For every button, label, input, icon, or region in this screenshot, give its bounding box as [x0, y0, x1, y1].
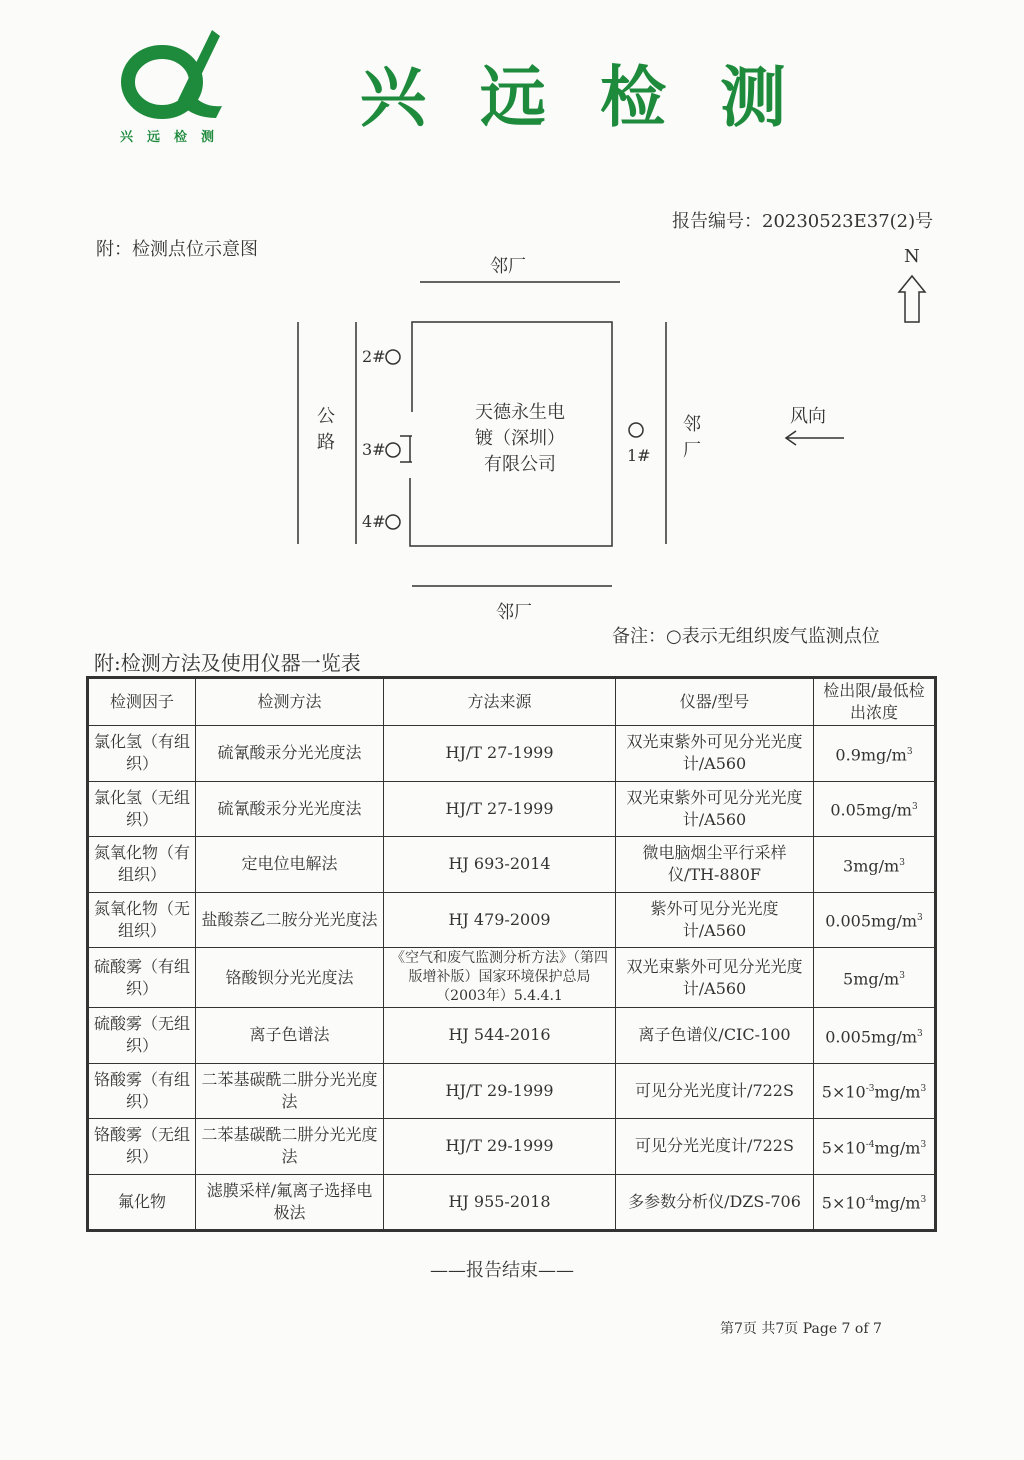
cell-limit: $0.005mg/m^3$: [814, 1008, 936, 1064]
table-row: [88, 1063, 936, 1119]
monitor-point-2: [386, 350, 400, 364]
cell-factor: 氟化物: [88, 1174, 196, 1231]
cell-instrument: 双光束紫外可见分光光度计/A560: [616, 781, 814, 837]
cell-limit: $0.9mg/m^3$: [814, 726, 936, 782]
cell-limit: $0.05mg/m^3$: [814, 781, 936, 837]
cell-instrument: 双光束紫外可见分光光度计/A560: [616, 948, 814, 1008]
report-end: ——报告结束——: [430, 1260, 574, 1281]
table-row: [88, 1008, 936, 1064]
table-row: [88, 781, 936, 837]
cell-source: HJ 479-2009: [384, 892, 616, 948]
cell-instrument: 离子色谱仪/CIC-100: [616, 1008, 814, 1064]
table-row: [88, 726, 936, 782]
header-method: 检测方法: [196, 678, 384, 726]
cell-factor: 氯化氢（无组织）: [88, 781, 196, 837]
north-arrow-icon: [899, 276, 925, 322]
cell-limit: $5\times 10^{-4}mg/m^3$: [814, 1119, 936, 1175]
cell-instrument: 可见分光光度计/722S: [616, 1063, 814, 1119]
cell-instrument: 多参数分析仪/DZS-706: [616, 1174, 814, 1231]
cell-factor: 铬酸雾（有组织）: [88, 1063, 196, 1119]
header-source: 方法来源: [384, 678, 616, 726]
header-factor: 检测因子: [88, 678, 196, 726]
page-number: 第7页 共7页 Page 7 of 7: [720, 1321, 882, 1337]
figure-remark: 备注：○表示无组织废气监测点位: [612, 626, 880, 647]
cell-factor: 硫酸雾（有组织）: [88, 948, 196, 1008]
cell-source: HJ/T 27-1999: [384, 781, 616, 837]
cell-factor: 硫酸雾（无组织）: [88, 1008, 196, 1064]
figure-title: 附：检测点位示意图: [96, 239, 258, 260]
cell-factor: 氯化氢（有组织）: [88, 726, 196, 782]
cell-limit: $5\times 10^{-4}mg/m^3$: [814, 1174, 936, 1231]
cell-source: HJ/T 27-1999: [384, 726, 616, 782]
cell-source: HJ/T 29-1999: [384, 1119, 616, 1175]
table-row: [88, 837, 936, 893]
neighbor-bottom-label: 邻厂: [496, 602, 532, 623]
north-label: N: [904, 246, 920, 267]
neighbor-right-label: 邻厂: [683, 414, 701, 461]
cell-factor: 氮氧化物（有组织）: [88, 837, 196, 893]
cell-factor: 铬酸雾（无组织）: [88, 1119, 196, 1175]
cell-method: 盐酸萘乙二胺分光光度法: [196, 892, 384, 948]
cell-limit: $3mg/m^3$: [814, 837, 936, 893]
cell-instrument: 可见分光光度计/722S: [616, 1119, 814, 1175]
methods-table: [86, 676, 937, 1232]
logo-subtitle: 兴远检测: [120, 130, 229, 145]
brand-title: 兴远检测: [360, 59, 840, 136]
cell-instrument: 双光束紫外可见分光光度计/A560: [616, 726, 814, 782]
cell-source: HJ/T 29-1999: [384, 1063, 616, 1119]
cell-factor: 氮氧化物（无组织）: [88, 892, 196, 948]
cell-method: 铬酸钡分光光度法: [196, 948, 384, 1008]
company-name: 天德永生电 镀（深圳） 有限公司: [475, 402, 565, 475]
cell-method: 滤膜采样/氟离子选择电极法: [196, 1174, 384, 1231]
cell-method: 硫氰酸汞分光光度法: [196, 726, 384, 782]
cell-source: HJ 544-2016: [384, 1008, 616, 1064]
road-label: 公路: [317, 406, 335, 453]
table-title: 附:检测方法及使用仪器一览表: [94, 651, 361, 675]
cell-method: 二苯基碳酰二肼分光光度法: [196, 1063, 384, 1119]
site-diagram: [0, 0, 1024, 660]
cell-limit: $5mg/m^3$: [814, 948, 936, 1008]
cell-source: HJ 693-2014: [384, 837, 616, 893]
neighbor-top-label: 邻厂: [490, 256, 526, 277]
header-limit: 检出限/最低检出浓度: [814, 678, 936, 726]
table-row: [88, 892, 936, 948]
table-row: [88, 1119, 936, 1175]
header-instrument: 仪器/型号: [616, 678, 814, 726]
point-1-label: 1#: [627, 446, 651, 465]
cell-instrument: 紫外可见分光光度计/A560: [616, 892, 814, 948]
table-header-row: [88, 678, 936, 726]
report-number: 报告编号：20230523E37(2)号: [672, 211, 934, 232]
point-3-label: 3#: [362, 440, 386, 459]
monitor-point-1: [629, 423, 643, 437]
wind-label: 风向: [790, 406, 826, 427]
cell-method: 二苯基碳酰二肼分光光度法: [196, 1119, 384, 1175]
cell-source: HJ 955-2018: [384, 1174, 616, 1231]
table-row: [88, 1174, 936, 1231]
cell-method: 硫氰酸汞分光光度法: [196, 781, 384, 837]
monitor-point-3: [386, 443, 400, 457]
cell-instrument: 微电脑烟尘平行采样仪/TH-880F: [616, 837, 814, 893]
cell-limit: $5\times 10^{-3}mg/m^3$: [814, 1063, 936, 1119]
monitor-point-4: [386, 515, 400, 529]
point-4-label: 4#: [362, 512, 386, 531]
cell-method: 定电位电解法: [196, 837, 384, 893]
cell-method: 离子色谱法: [196, 1008, 384, 1064]
cell-source: 《空气和废气监测分析方法》（第四版增补版）国家环境保护总局（2003年）5.4.4.1: [384, 948, 616, 1008]
cell-limit: $0.005mg/m^3$: [814, 892, 936, 948]
point-2-label: 2#: [362, 347, 386, 366]
table-row: [88, 948, 936, 1008]
